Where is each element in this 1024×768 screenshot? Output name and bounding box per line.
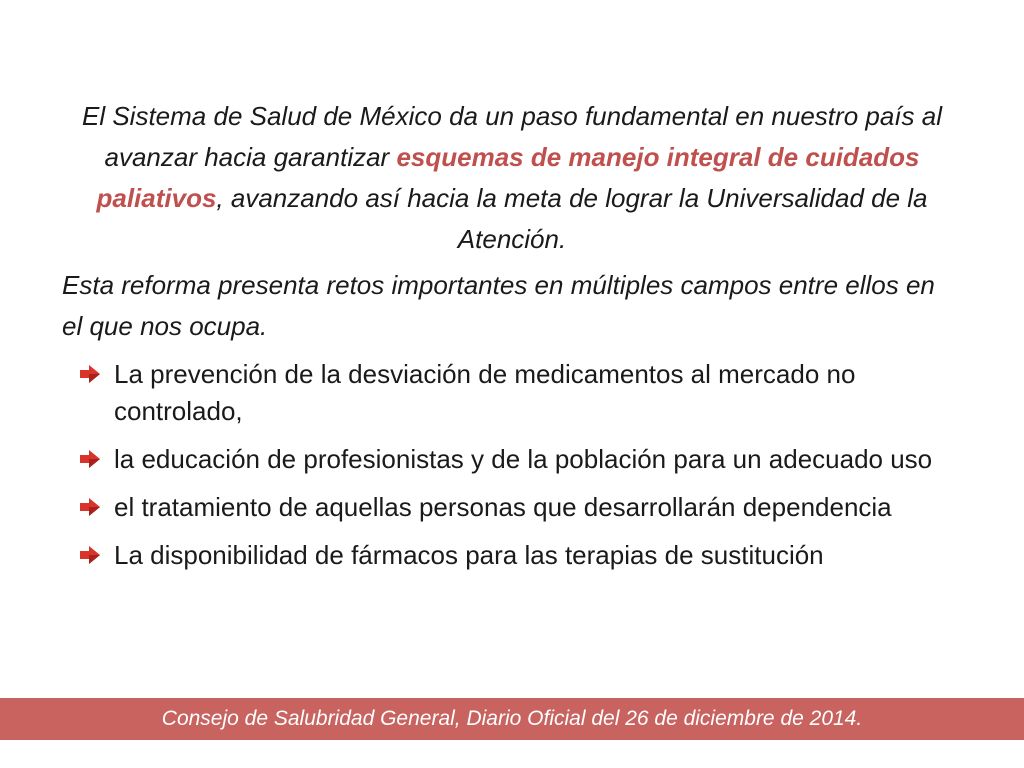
intro-paragraph xyxy=(60,96,964,260)
list-item xyxy=(80,537,970,574)
source-footer xyxy=(0,698,1024,740)
list-item xyxy=(80,489,970,526)
list-item-text: La disponibilidad de fármacos para las terapias de sustitución xyxy=(114,540,824,570)
list-item-text: el tratamiento de aquellas personas que desarrollarán dependencia xyxy=(114,492,892,522)
arrow-right-icon xyxy=(80,498,100,516)
intro-highlight: esquemas de manejo integral de cuidados paliativos xyxy=(96,142,920,213)
footer-source-text: Consejo de Salubridad General, Diario Oficial del 26 de diciembre de 2014. xyxy=(161,707,863,730)
reform-paragraph: Esta reforma presenta retos importantes en múltiples campos entre ellos en el que nos ocupa. xyxy=(62,270,935,341)
list-item xyxy=(80,356,970,430)
intro-text-after: , avanzando así hacia la meta de lograr la Universalidad de la Atención. xyxy=(216,183,928,254)
list-item-text: la educación de profesionistas y de la población para un adecuado uso xyxy=(114,444,933,474)
arrow-right-icon xyxy=(80,365,100,383)
arrow-right-icon xyxy=(80,546,100,564)
intro-text-before: El Sistema de Salud de México da un paso fundamental en nuestro país al avanzar hacia garantizar xyxy=(82,101,942,172)
challenge-list xyxy=(80,356,970,585)
arrow-right-icon xyxy=(80,450,100,468)
list-item-text: La prevención de la desviación de medicamentos al mercado no controlado, xyxy=(114,359,856,426)
list-item xyxy=(80,441,970,478)
